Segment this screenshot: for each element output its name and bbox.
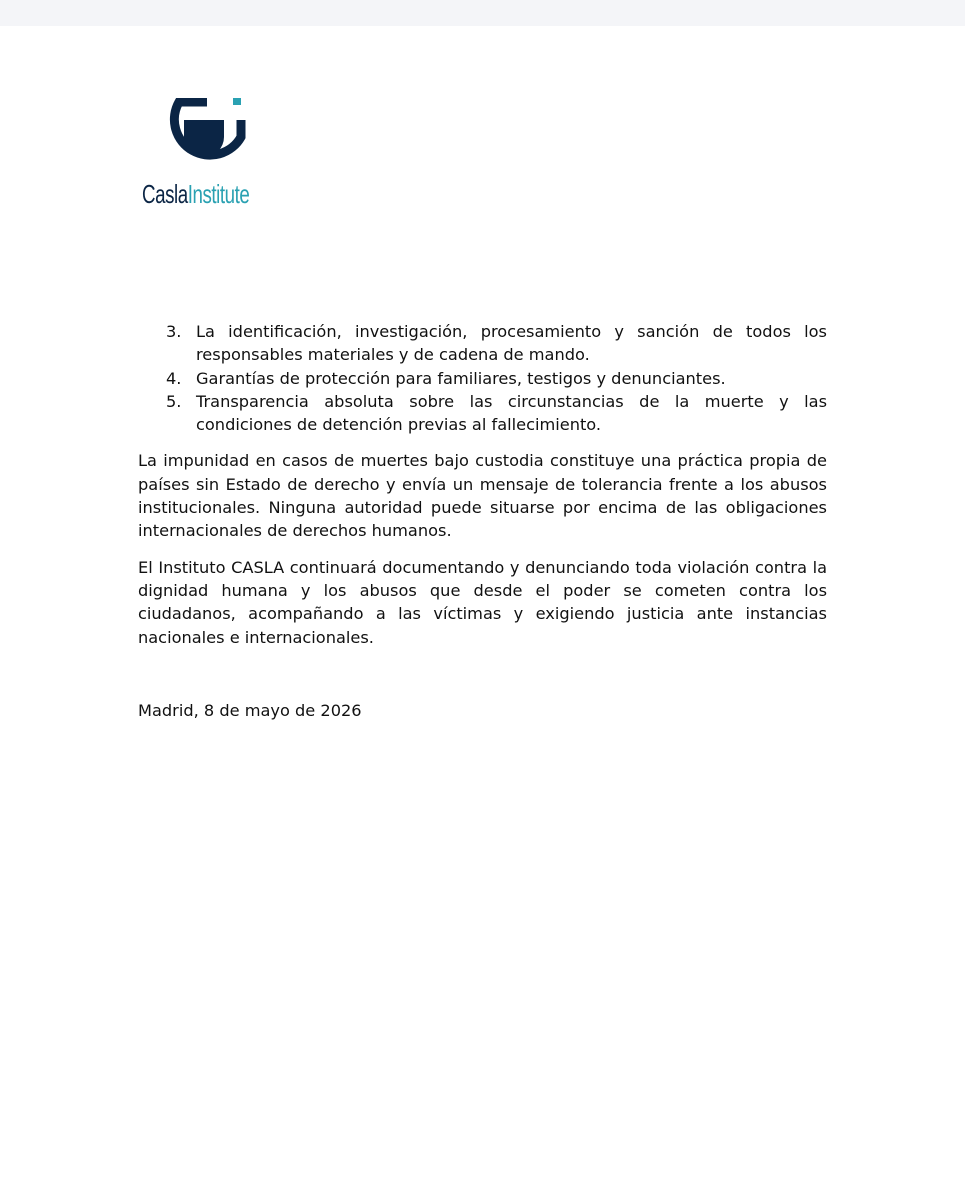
list-item-number: 4. xyxy=(166,368,182,388)
list-item xyxy=(138,390,827,437)
logo-wordmark-institute: Institute xyxy=(187,179,250,209)
list-item-number: 3. xyxy=(166,322,182,341)
list-item xyxy=(138,367,827,390)
list-item-text: Garantías de protección para familiares, testigos y denunciantes. xyxy=(196,368,726,388)
casla-institute-logo xyxy=(142,98,274,214)
logo-wordmark-casla: Casla xyxy=(142,179,188,209)
paragraph-casla-commitment: El Instituto CASLA continuará documentando y denunciando toda violación contra la dignidad humana y los abusos que desde el poder se cometen contra los ciudadanos, acompañando a las víctimas y exigiendo justicia ante instancias nacionales e internacionales. xyxy=(138,557,827,647)
viewer-top-strip xyxy=(0,0,965,26)
list-item-text: La identificación, investigación, procesamiento y sanción de todos los responsables materiales y de cadena de mando. xyxy=(196,322,827,365)
document-page xyxy=(0,26,965,1200)
place-and-date: Madrid, 8 de mayo de 2026 xyxy=(138,700,362,720)
list-item-text: Transparencia absoluta sobre las circunstancias de la muerte y las condiciones de detención previas al fallecimiento. xyxy=(196,391,827,435)
demands-list xyxy=(138,320,827,436)
list-item-number: 5. xyxy=(166,391,182,411)
casla-logo-mark-icon xyxy=(142,98,274,178)
list-item xyxy=(138,320,827,367)
logo-wordmark xyxy=(142,181,249,207)
paragraph-impunity: La impunidad en casos de muertes bajo custodia constituye una práctica propia de países sin Estado de derecho y envía un mensaje de tolerancia frente a los abusos institucionales. Ninguna autoridad puede situarse por encima de las obligaciones internacionales de derechos humanos. xyxy=(138,451,827,541)
document-body xyxy=(138,320,827,735)
